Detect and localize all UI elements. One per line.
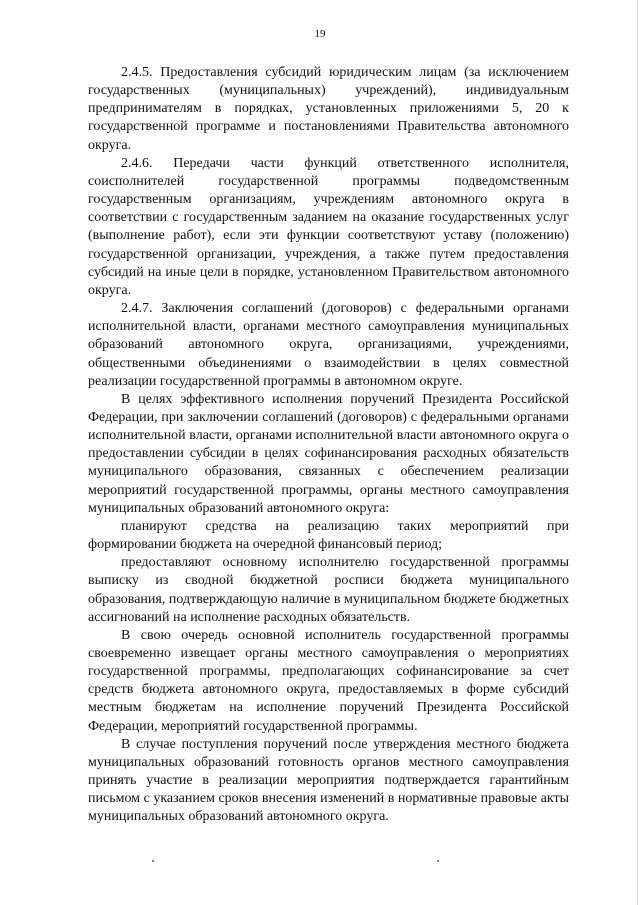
paragraph-notification: В свою очередь основной исполнитель государственной программы своевременно извещает органы местного самоуправления о мероприятиях государственной программы, предполагающих софинансирование за счет средств бюджета автономного округа, предоставляемых в форме субсидий местным бюджетам на исполнение поручений Президента Российской Федерации, мероприятий государственной программы. <box>88 627 569 734</box>
scan-speck-left <box>152 860 154 862</box>
paragraph-2-4-7: 2.4.7. Заключения соглашений (договоров) с федеральными органами исполнительной власти, органами местного самоуправления муниципальных образований автономного округа, организациями, учреждениями, общественными объединениями о взаимодействии в целях совместной реализации государственной программы в автономном округе. <box>88 301 569 389</box>
paragraph-2-4-5: 2.4.5. Предоставления субсидий юридическим лицам (за исключением государственных (муниципальных) учреждений), индивидуальным предпринимателям в порядках, установленных приложениями 5, 20 к государственной программе и постановлениями Правительства автономного округа. <box>88 65 569 153</box>
paragraph-budget-extract: предоставляют основному исполнителю государственной программы выписку из сводной бюджетной росписи бюджета муниципального образования, подтверждающую наличие в муниципальном бюджете бюджетных ассигнований на исполнение расходных обязательств. <box>88 555 569 625</box>
scan-speck-right <box>437 860 439 862</box>
page-number: 19 <box>314 28 326 40</box>
paragraph-planning: планируют средства на реализацию таких мероприятий при формировании бюджета на очередной финансовый период; <box>88 518 569 553</box>
scan-edge <box>637 0 638 905</box>
paragraph-president-instructions: В целях эффективного исполнения поручений Президента Российской Федерации, при заключении соглашений (договоров) с федеральными органами исполнительной власти, органами исполнительной власти автономного округа о предоставлении субсидии в целях софинансирования расходных обязательств муниципального образования, связанных с обеспечением реализации мероприятий государственной программы, органы местного самоуправления муниципальных образований автономного округа: <box>88 391 569 516</box>
document-body <box>88 64 569 827</box>
paragraph-guarantee-letter: В случае поступления поручений после утверждения местного бюджета муниципальных образований готовность органов местного самоуправления принять участие в реализации мероприятия подтверждается гарантийным письмом с указанием сроков внесения изменений в нормативные правовые акты муниципальных образований автономного округа. <box>88 736 569 825</box>
paragraph-2-4-6: 2.4.6. Передачи части функций ответственного исполнителя, соисполнителей государственной программы подведомственным государственным организациям, учреждениям автономного округа в соответствии с государственным заданием на оказание государственных услуг (выполнение работ), если эти функции соответствуют уставу (положению) государственной организации, учреждения, а также путем предоставления субсидий на иные цели в порядке, установленном Правительством автономного округа. <box>88 155 569 298</box>
